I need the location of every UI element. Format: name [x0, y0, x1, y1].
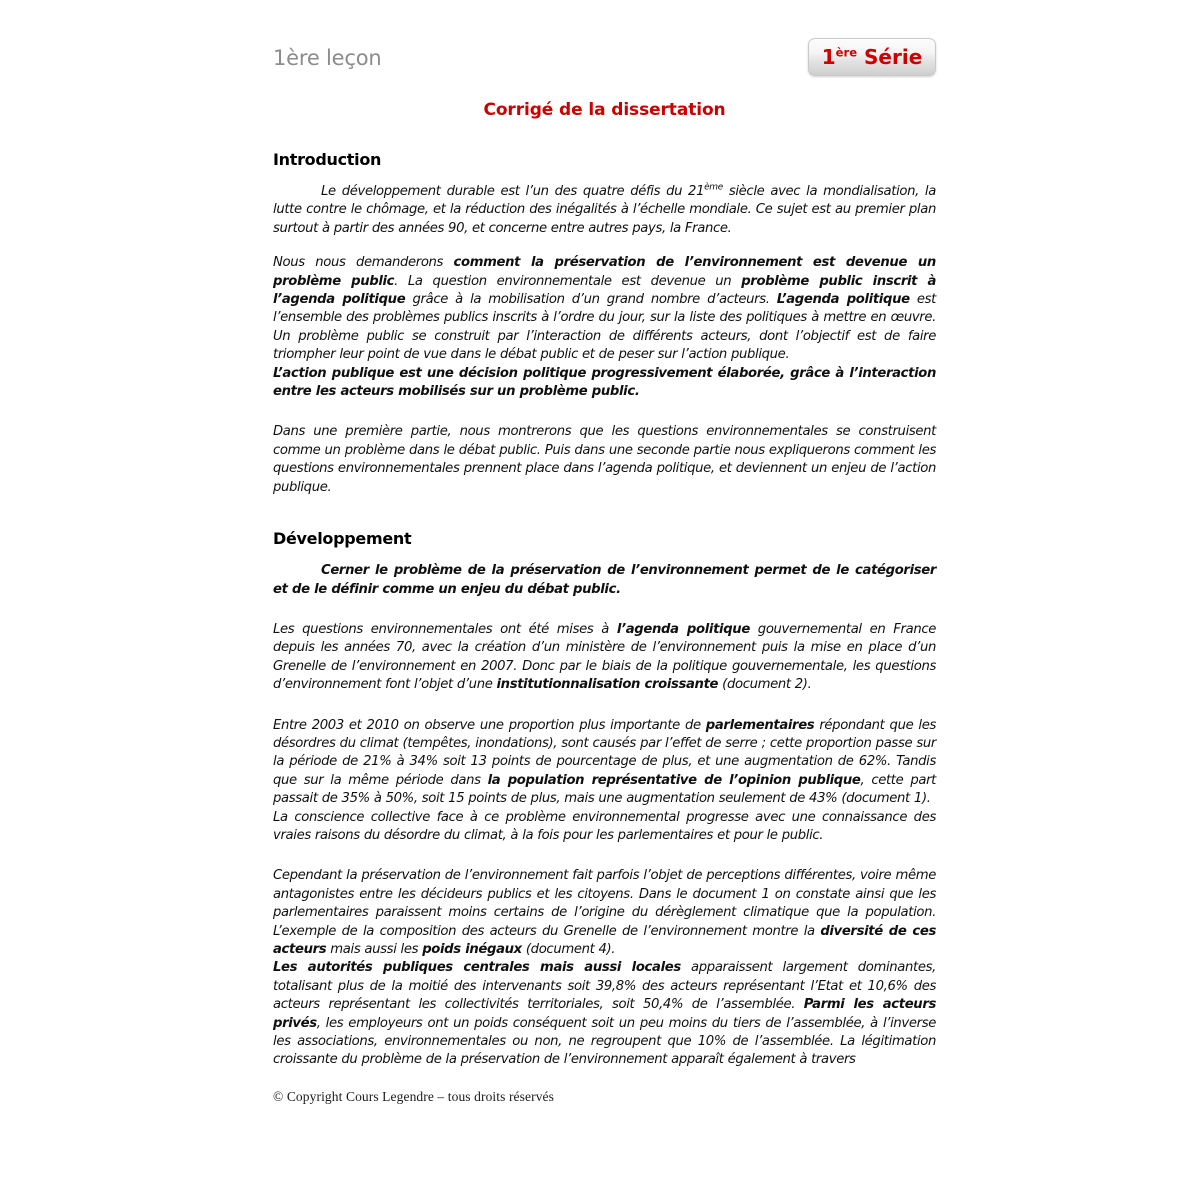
series-badge-label — [822, 47, 923, 67]
page-title: Corrigé de la dissertation — [483, 100, 726, 120]
dev-p2-b1: parlementaires — [705, 717, 815, 733]
dev-p1-s1: Les questions environnementales ont été mises à — [273, 621, 617, 637]
dev-p3-s1: Cependant la préservation de l’environnement fait parfois l’objet de perceptions différentes, voire même antagonistes entre les décideurs publics et les citoyens. Dans le document 1 on constate ainsi que les parlementaires paraissent moins certains de l’origine du dérèglement climatique que la population. L’exemple de la composition des acteurs du Grenelle de l’environnement montre la — [273, 868, 936, 939]
lesson-label: 1ère leçon — [273, 46, 382, 70]
series-badge-spacer — [857, 45, 864, 69]
developpement-paragraph-2-follow: La conscience collective face à ce problème environnemental progresse avec une connaissance des vraies raisons du désordre du climat, à la fois pour les parlementaires et pour le public. — [273, 809, 936, 843]
series-badge — [808, 38, 936, 76]
dev-p1-b2: institutionnalisation croissante — [496, 677, 719, 693]
developpement-paragraph-2 — [273, 717, 936, 809]
developpement-paragraph-4 — [273, 959, 936, 1069]
intro-p1-rest: siècle avec la mondialisation, la lutte contre le chômage, et la réduction des inégalités à l’échelle mondiale. Ce sujet est au premier plan surtout à partir des années 90, et concerne entre autres pays, la France. — [273, 184, 936, 236]
intro-p1-superscript: ème — [704, 182, 723, 193]
intro-p2-b2: problème public inscrit à l’agenda politique — [273, 273, 936, 308]
dev-p1-s3: (document 2). — [718, 677, 812, 693]
intro-p2-s3: grâce à la mobilisation d’un grand nombre d’acteurs. — [405, 292, 777, 308]
series-badge-number: 1 — [821, 45, 836, 69]
intro-paragraph-2-highlight: L’action publique est une décision politique progressivement élaborée, grâce à l’interaction entre les acteurs mobilisés sur un problème public. — [273, 365, 936, 400]
intro-paragraph-3: Dans une première partie, nous montrerons que les questions environnementales se construisent comme un problème dans le débat public. Puis dans une seconde partie nous expliquerons comment les questions environnementales prennent place dans l’agenda politique, et deviennent un enjeu de l’action publique. — [273, 424, 936, 495]
dev-p3-b1: diversité de ces acteurs — [273, 923, 936, 957]
developpement-thesis: Cerner le problème de la préservation de l’environnement permet de le catégoriser et de le définir comme un enjeu du débat public. — [273, 563, 936, 597]
section-heading-developpement: Développement — [273, 529, 412, 549]
page-header — [273, 38, 936, 84]
dev-p3-s3: (document 4). — [521, 942, 616, 957]
series-badge-word: Série — [864, 45, 923, 69]
intro-p2-s4: est l’ensemble des problèmes publics inscrits à l’ordre du jour, sur la liste des politiques à mettre en œuvre. Un problème public se construit par l’interaction de différents acteurs, dont l’objectif est de faire triompher leur point de vue dans le débat public et de peser sur l’action publique. — [273, 292, 936, 363]
section-gap — [273, 513, 936, 529]
footer-copyright: © Copyright Cours Legendre – tous droits réservés — [273, 1089, 554, 1104]
document-body — [273, 150, 936, 1070]
intro-p2-b1: comment la préservation de l’environnement est devenue un problème public — [273, 255, 936, 289]
section-heading-introduction: Introduction — [273, 150, 382, 169]
dev-p4-s1: apparaissent largement dominantes, totalisant plus de la moitié des intervenants soit 39,8% des acteurs représentant l’Etat et 10,6% des acteurs représentant les collectivités territoriales, soit 50,4% de l’assemblée. — [273, 960, 936, 1013]
intro-p2-b3: L’agenda politique — [776, 292, 910, 308]
dev-p2-s2: répondant que les désordres du climat (tempêtes, inondations), sont causés par l’effet de serre ; cette proportion passe sur la période de 21% à 34% soit 13 points de pourcentage de plus, et une augmentation de 62%. Tandis que sur la même période dans — [273, 717, 936, 788]
developpement-paragraph-3 — [273, 867, 936, 959]
dev-p2-s1: Entre 2003 et 2010 on observe une proportion plus importante de — [273, 717, 706, 733]
dev-p2-b2: la population représentative de l’opinion publique — [487, 772, 861, 788]
intro-p2-s1: Nous nous demanderons — [273, 255, 454, 271]
intro-paragraph-1 — [273, 183, 936, 238]
dev-p3-b2: poids inégaux — [422, 942, 522, 957]
dev-p4-b2: Parmi les acteurs privés — [273, 997, 936, 1031]
dev-p1-b1: l’agenda politique — [616, 621, 750, 637]
series-badge-ordinal: ère — [835, 45, 858, 60]
intro-p1-lead: Le développement durable est l’un des quatre défis du 21 — [321, 184, 705, 199]
dev-p1-s2: gouvernemental en France depuis les années 70, avec la création d’un ministère de l’environnement puis la mise en place d’un Grenelle de l’environnement en 2007. Donc par le biais de la politique gouvernementale, les questions d’environnement font l’objet d’une — [273, 621, 936, 693]
intro-p2-s2: . La question environnementale est devenue un — [394, 273, 742, 289]
dev-p2-s3: , cette part passait de 35% à 50%, soit 15 points de plus, mais une augmentation seulement de 43% (document 1). — [273, 772, 936, 807]
intro-paragraph-2 — [273, 254, 936, 364]
dev-p4-b1: Les autorités publiques centrales mais aussi locales — [273, 960, 681, 976]
dev-p4-s2: , les employeurs ont un poids conséquent soit un peu moins du tiers de l’assemblée, à l’inverse les associations, environnementales ou non, ne regroupent que 10% de l’assemblée. La légitimation croissante du problème de la préservation de l’environnement apparaît également à travers — [273, 1015, 936, 1068]
dev-p3-s2: mais aussi les — [326, 942, 423, 957]
developpement-paragraph-1 — [273, 621, 936, 695]
